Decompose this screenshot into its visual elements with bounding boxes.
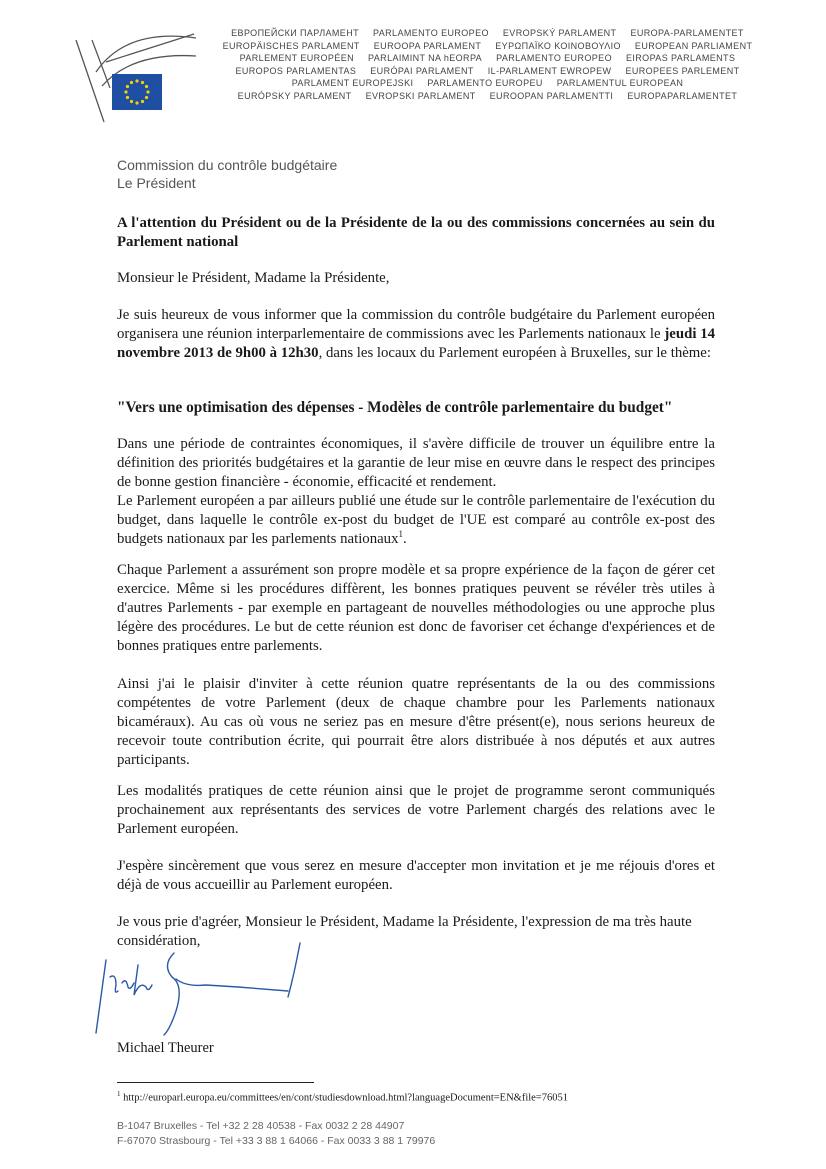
parliament-name: EUROPA-PARLAMENTET — [630, 28, 744, 38]
parliament-name: PARLAMENTO EUROPEO — [496, 53, 612, 63]
parliament-names-line — [215, 65, 760, 78]
parliament-name: PARLAMENT EUROPEJSKI — [291, 78, 414, 88]
parliament-name: EURÓPAI PARLAMENT — [370, 65, 474, 76]
meeting-theme — [117, 398, 715, 417]
parliament-name: EUROPAPARLAMENTET — [627, 90, 738, 101]
handwritten-signature-icon — [88, 925, 318, 1045]
eu-star-icon — [130, 81, 133, 84]
footnote-reference: 1 — [398, 529, 403, 540]
footer-addresses — [117, 1119, 435, 1149]
parliament-names-line — [215, 27, 760, 40]
paragraph-invite-representatives — [117, 675, 715, 770]
closing-text: Je vous prie d'agréer, Monsieur le Président, Madame la Présidente, l'expression de ma très haute considération, — [117, 914, 692, 949]
sender-block — [117, 156, 337, 192]
parliament-names-header — [215, 27, 760, 102]
parliament-name: EUROPÄISCHES PARLAMENT — [222, 40, 360, 51]
footnote — [117, 1090, 568, 1104]
parliament-name: PARLAMENTO EUROPEU — [427, 78, 543, 88]
paragraph-invitation — [117, 306, 715, 363]
paragraph-text: Les modalités pratiques de cette réunion ainsi que le projet de programme seront communiqués prochainement aux représentants des services de votre Parlement chargés des relations avec le Parlement européen. — [117, 783, 715, 837]
parliament-name: IL-PARLAMENT EWROPEW — [487, 65, 612, 76]
parliament-name: PARLAMENTO EUROPEO — [373, 28, 489, 38]
parliament-name: EURÓPSKY PARLAMENT — [237, 90, 352, 101]
parliament-name: EVROPSKI PARLAMENT — [365, 90, 476, 101]
parliament-names-line — [215, 77, 760, 90]
footnote-number: 1 — [117, 1090, 121, 1098]
eu-star-icon — [141, 100, 144, 103]
address-brussels: B-1047 Bruxelles - Tel +32 2 28 40538 - Fax 0032 2 28 44907 — [117, 1120, 405, 1132]
address-strasbourg: F-67070 Strasbourg - Tel +33 3 88 1 64066 - Fax 0033 3 88 1 79976 — [117, 1135, 436, 1147]
parliament-name: EUROPEAN PARLIAMENT — [634, 40, 753, 51]
parliament-name: EUROOPAN PARLAMENTTI — [489, 90, 614, 101]
attention-text: A l'attention du Président ou de la Présidente de la ou des commissions concernées au sein du Parlement national — [117, 215, 715, 250]
salutation — [117, 269, 715, 288]
eu-star-icon — [124, 90, 127, 93]
signer-name: Michael Theurer — [117, 1040, 214, 1056]
attention-line — [117, 214, 715, 252]
eu-star-icon — [135, 79, 138, 82]
meeting-date: jeudi 14 novembre 2013 de 9h00 à 12h30 — [117, 326, 716, 361]
parliament-name: PARLAMENTUL EUROPEAN — [556, 78, 684, 88]
paragraph-practicalities — [117, 782, 715, 839]
parliament-name: PARLEMENT EUROPÉEN — [239, 53, 355, 63]
paragraph-text: J'espère sincèrement que vous serez en mesure d'accepter mon invitation et je me réjouis d'ores et déjà de vous accueillir au Parlement européen. — [117, 858, 715, 893]
eu-star-icon — [135, 101, 138, 104]
eu-star-icon — [126, 96, 129, 99]
text-span: , dans les locaux du Parlement européen à Bruxelles, sur le thème: — [318, 345, 711, 361]
parliament-name: ΕΥΡΩΠΑΪΚΟ ΚΟΙΝΟΒΟΥΛΙΟ — [495, 40, 621, 51]
eu-star-icon — [141, 81, 144, 84]
parliament-names-line — [215, 90, 760, 103]
theme-text: "Vers une optimisation des dépenses - Modèles de contrôle parlementaire du budget" — [117, 399, 673, 416]
paragraph-text: Dans une période de contraintes économiques, il s'avère difficile de trouver un équilibre entre la définition des priorités budgétaires et la garantie de leur mise en œuvre dans le respect des principes de bonne gestion financière - économie, efficacité et rendement. — [117, 436, 715, 490]
paragraph-text — [117, 306, 715, 363]
eu-star-icon — [145, 96, 148, 99]
footnote-divider — [117, 1082, 314, 1083]
text-span: Je suis heureux de vous informer que la commission du contrôle budgétaire du Parlement européen organisera une réunion interparlementaire de commissions avec les Parlements nationaux le — [117, 307, 715, 342]
parliament-names-line — [215, 52, 760, 65]
parliament-name: EVROPSKÝ PARLAMENT — [502, 28, 617, 38]
parliament-names-line — [215, 40, 760, 53]
paragraph-text — [117, 492, 715, 549]
salutation-text: Monsieur le Président, Madame la Présidente, — [117, 270, 390, 286]
committee-name: Commission du contrôle budgétaire — [117, 157, 338, 173]
paragraph-practices — [117, 561, 715, 656]
parliament-name: EUROOPA PARLAMENT — [373, 40, 482, 51]
sender-role: Le Président — [117, 175, 196, 191]
eu-star-icon — [145, 85, 148, 88]
parliament-name: EUROPEES PARLEMENT — [625, 65, 740, 76]
eu-star-icon — [130, 100, 133, 103]
eu-star-icon — [126, 85, 129, 88]
paragraph-text: Chaque Parlement a assurément son propre modèle et sa propre expérience de la façon de gérer cet exercice. Même si les procédures diffèrent, les bonnes pratiques peuvent se révéler très utiles à d'autres Parlements - par exemple en partageant de nouvelles méthodologies ou une approche plus légère des procédures. Le but de cette réunion est donc de favoriser cet échange d'expériences et de bonnes pratiques entre parlements. — [117, 562, 715, 654]
parliament-name: EUROPOS PARLAMENTAS — [235, 65, 357, 76]
paragraph-text: Ainsi j'ai le plaisir d'inviter à cette réunion quatre représentants de la ou des commissions compétentes de votre Parlement (deux de chaque chambre pour les Parlements nationaux bicaméraux). Au cas où vous ne seriez pas en mesure d'être présent(e), nous serions heureux de recevoir toute contribution écrite, qui pourrait être alors distribuée à nos députés et aux autres participants. — [117, 676, 715, 768]
parliament-name: ЕВРОПЕЙСКИ ПАРЛАМЕНТ — [231, 28, 359, 38]
parliament-name: EIROPAS PARLAMENTS — [625, 53, 736, 63]
text-span: Le Parlement européen a par ailleurs publié une étude sur le contrôle parlementaire de l'exécution du budget, dans laquelle le contrôle ex-post du budget de l'UE est comparé au contrôle ex-post des budgets nationaux par les parlements nationaux — [117, 493, 715, 547]
text-span: . — [402, 531, 407, 547]
paragraph-context — [117, 435, 715, 549]
parliament-name: PARLAIMINT NA hEORPA — [368, 53, 483, 63]
european-parliament-logo-icon — [66, 26, 216, 126]
paragraph-hope — [117, 857, 715, 895]
eu-star-icon — [146, 90, 149, 93]
footnote-link[interactable]: http://europarl.europa.eu/committees/en/cont/studiesdownload.html?languageDocument=EN&file=76051 — [123, 1092, 568, 1104]
